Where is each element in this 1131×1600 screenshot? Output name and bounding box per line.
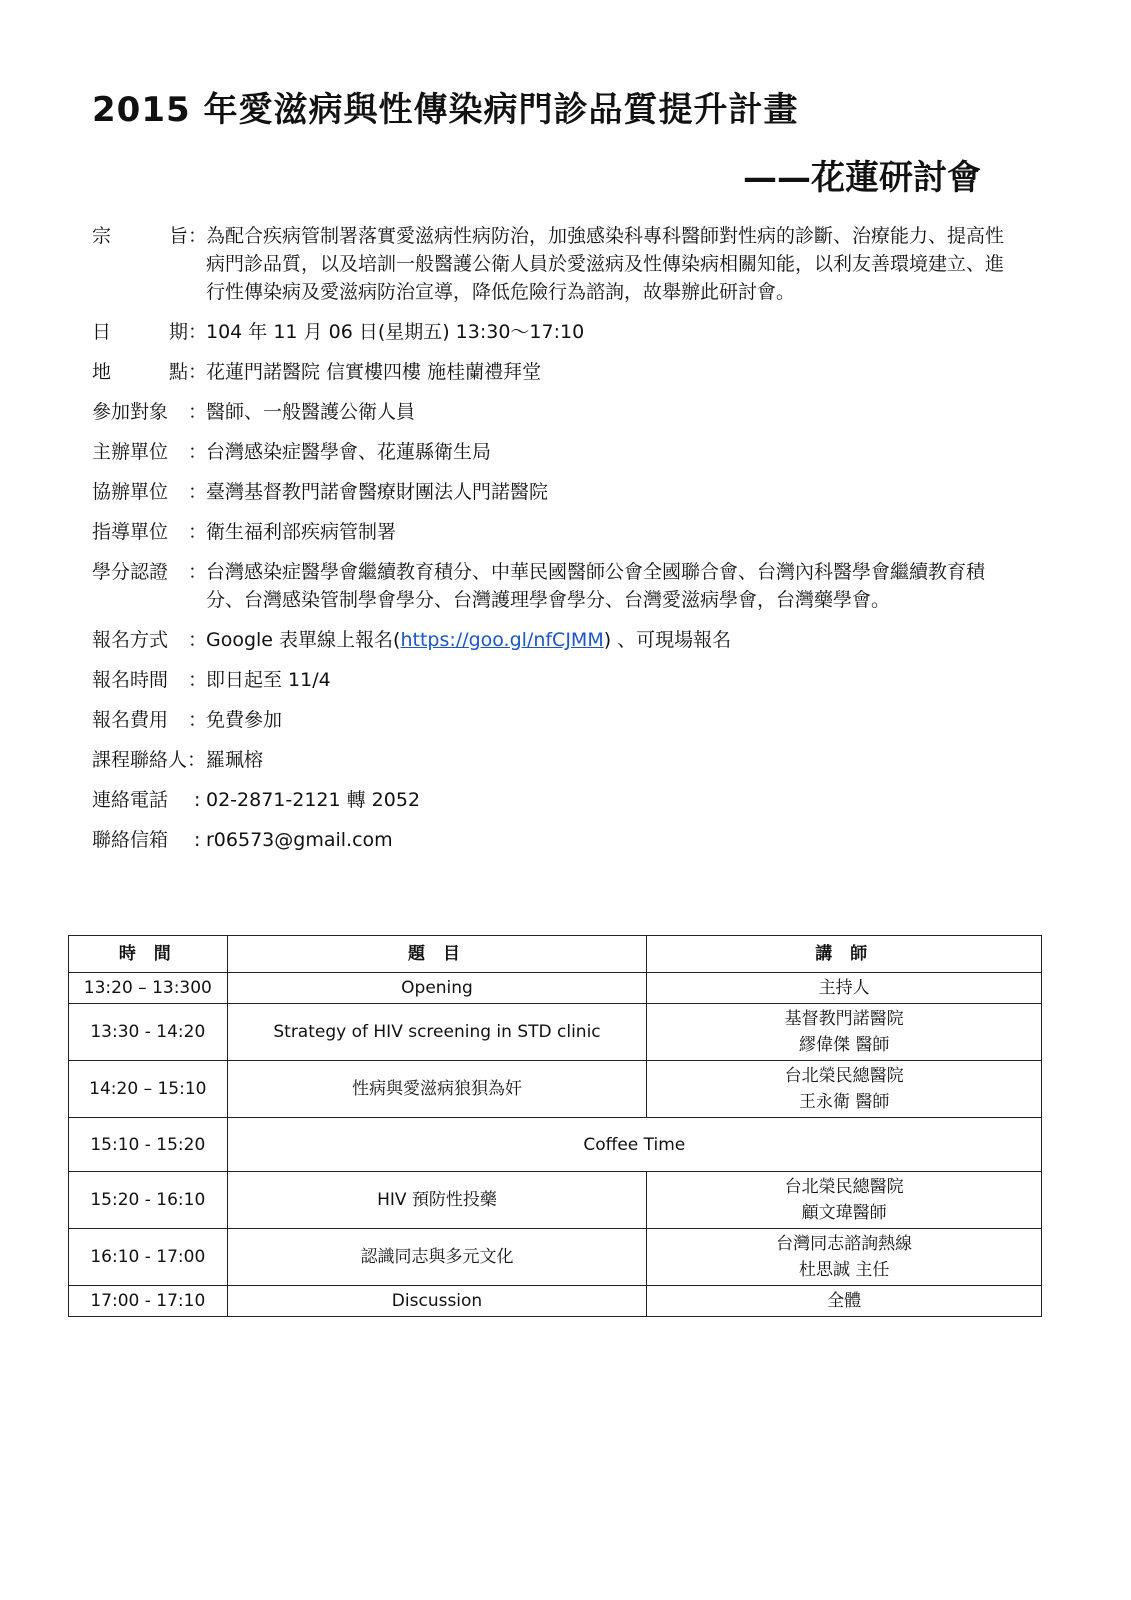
info-label: 主辦單位	[92, 441, 169, 463]
info-value: 羅珮榕	[206, 749, 264, 771]
info-row-organizer: 主辦單位 ： 台灣感染症醫學會、花蓮縣衛生局	[92, 438, 1022, 466]
info-value: 即日起至 11/4	[206, 669, 331, 691]
info-row-fee: 報名費用 ： 免費參加	[92, 706, 1022, 734]
registration-link[interactable]: https://goo.gl/nfCJMM	[400, 629, 604, 651]
info-row-registration: 報名方式 ： Google 表單線上報名(https://goo.gl/nfCJMM) 、可現場報名	[92, 626, 1022, 654]
table-row	[69, 1286, 1042, 1317]
info-label: 協辦單位	[92, 481, 169, 503]
cell-time: 17:00 - 17:10	[69, 1286, 228, 1317]
info-section	[92, 222, 1022, 866]
info-label: 報名費用	[92, 709, 169, 731]
info-row-purpose: 宗 旨 ： 為配合疾病管制署落實愛滋病性病防治，加強感染科專科醫師對性病的診斷、治療能力、提高性病門診品質，以及培訓一般醫護公衛人員於愛滋病及性傳染病相關知能，以利友善環境建立、進行性傳染病及愛滋病防治宣導，降低危險行為諮詢，故舉辦此研討會。	[92, 222, 1022, 306]
cell-topic: HIV 預防性投藥	[227, 1172, 647, 1229]
cell-speaker: 台灣同志諮詢熱線 杜思誠 主任	[647, 1229, 1042, 1286]
page-title: 2015 年愛滋病與性傳染病門診品質提升計畫	[92, 90, 799, 130]
info-row-phone: 連絡電話 : 02-2871-2121 轉 2052	[92, 786, 1022, 814]
info-label: 聯絡信箱	[92, 829, 169, 851]
cell-speaker: 基督教門諾醫院 繆偉傑 醫師	[647, 1004, 1042, 1061]
info-row-contact: 課程聯絡人 ： 羅珮榕	[92, 746, 1022, 774]
info-label: 報名方式	[92, 629, 169, 651]
cell-topic-merged: Coffee Time	[227, 1118, 1041, 1172]
page-subtitle: ——花蓮研討會	[743, 158, 981, 198]
info-label: 日 期	[92, 321, 188, 343]
info-label: 參加對象	[92, 401, 169, 423]
info-value: 臺灣基督教門諾會醫療財團法人門諾醫院	[206, 481, 549, 503]
info-row-registration-period: 報名時間 ： 即日起至 11/4	[92, 666, 1022, 694]
table-row	[69, 1004, 1042, 1061]
cell-time: 15:10 - 15:20	[69, 1118, 228, 1172]
info-label: 報名時間	[92, 669, 169, 691]
info-row-supervisor: 指導單位 ： 衛生福利部疾病管制署	[92, 518, 1022, 546]
info-label: 地 點	[92, 361, 188, 383]
cell-time: 16:10 - 17:00	[69, 1229, 228, 1286]
cell-time: 15:20 - 16:10	[69, 1172, 228, 1229]
cell-topic: 認識同志與多元文化	[227, 1229, 647, 1286]
table-row	[69, 1229, 1042, 1286]
info-value: 衛生福利部疾病管制署	[206, 521, 397, 543]
info-row-audience: 參加對象 ： 醫師、一般醫護公衛人員	[92, 398, 1022, 426]
header-speaker: 講 師	[647, 936, 1042, 973]
info-label: 學分認證	[92, 561, 169, 583]
schedule-header-row	[69, 936, 1042, 973]
cell-speaker: 主持人	[647, 973, 1042, 1004]
info-value: 免費參加	[206, 709, 283, 731]
info-value: r06573@gmail.com	[206, 829, 393, 851]
info-label: 指導單位	[92, 521, 169, 543]
cell-speaker: 全體	[647, 1286, 1042, 1317]
table-row	[69, 1061, 1042, 1118]
info-value: 為配合疾病管制署落實愛滋病性病防治，加強感染科專科醫師對性病的診斷、治療能力、提高性病門診品質，以及培訓一般醫護公衛人員於愛滋病及性傳染病相關知能，以利友善環境建立、進行性傳染病及愛滋病防治宣導，降低危險行為諮詢，故舉辦此研討會。	[206, 225, 1005, 303]
cell-time: 13:20 – 13:300	[69, 973, 228, 1004]
table-row	[69, 1172, 1042, 1229]
info-value: 台灣感染症醫學會、花蓮縣衛生局	[206, 441, 492, 463]
info-value: 醫師、一般醫護公衛人員	[206, 401, 416, 423]
info-label: 宗 旨	[92, 225, 188, 247]
info-value: 02-2871-2121 轉 2052	[206, 789, 421, 811]
table-row	[69, 973, 1042, 1004]
cell-speaker: 台北榮民總醫院 王永衛 醫師	[647, 1061, 1042, 1118]
info-value: 花蓮門諾醫院 信實樓四樓 施桂蘭禮拜堂	[206, 361, 542, 383]
schedule-table	[68, 935, 1042, 1317]
info-row-date: 日 期 ： 104 年 11 月 06 日(星期五) 13:30～17:10	[92, 318, 1022, 346]
cell-time: 14:20 – 15:10	[69, 1061, 228, 1118]
cell-speaker: 台北榮民總醫院 顧文瑋醫師	[647, 1172, 1042, 1229]
table-row	[69, 1118, 1042, 1172]
info-value: 台灣感染症醫學會繼續教育積分、中華民國醫師公會全國聯合會、台灣內科醫學會繼續教育積分、台灣感染管制學會學分、台灣護理學會學分、台灣愛滋病學會，台灣藥學會。	[206, 561, 986, 611]
info-row-co-organizer: 協辦單位 ： 臺灣基督教門諾會醫療財團法人門諾醫院	[92, 478, 1022, 506]
info-label: 連絡電話	[92, 789, 169, 811]
cell-topic: Strategy of HIV screening in STD clinic	[227, 1004, 647, 1061]
info-value: 104 年 11 月 06 日(星期五) 13:30～17:10	[206, 321, 585, 343]
header-time: 時 間	[69, 936, 228, 973]
info-row-credits: 學分認證 ： 台灣感染症醫學會繼續教育積分、中華民國醫師公會全國聯合會、台灣內科醫學會繼續教育積分、台灣感染管制學會學分、台灣護理學會學分、台灣愛滋病學會，台灣藥學會。	[92, 558, 1022, 614]
info-label: 課程聯絡人	[92, 749, 188, 771]
cell-topic: 性病與愛滋病狼狽為奸	[227, 1061, 647, 1118]
header-topic: 題 目	[227, 936, 647, 973]
cell-time: 13:30 - 14:20	[69, 1004, 228, 1061]
info-row-location: 地 點 ： 花蓮門諾醫院 信實樓四樓 施桂蘭禮拜堂	[92, 358, 1022, 386]
cell-topic: Discussion	[227, 1286, 647, 1317]
cell-topic: Opening	[227, 973, 647, 1004]
info-value: Google 表單線上報名(https://goo.gl/nfCJMM) 、可現場報名	[206, 629, 732, 651]
info-row-email: 聯絡信箱 : r06573@gmail.com	[92, 826, 1022, 854]
